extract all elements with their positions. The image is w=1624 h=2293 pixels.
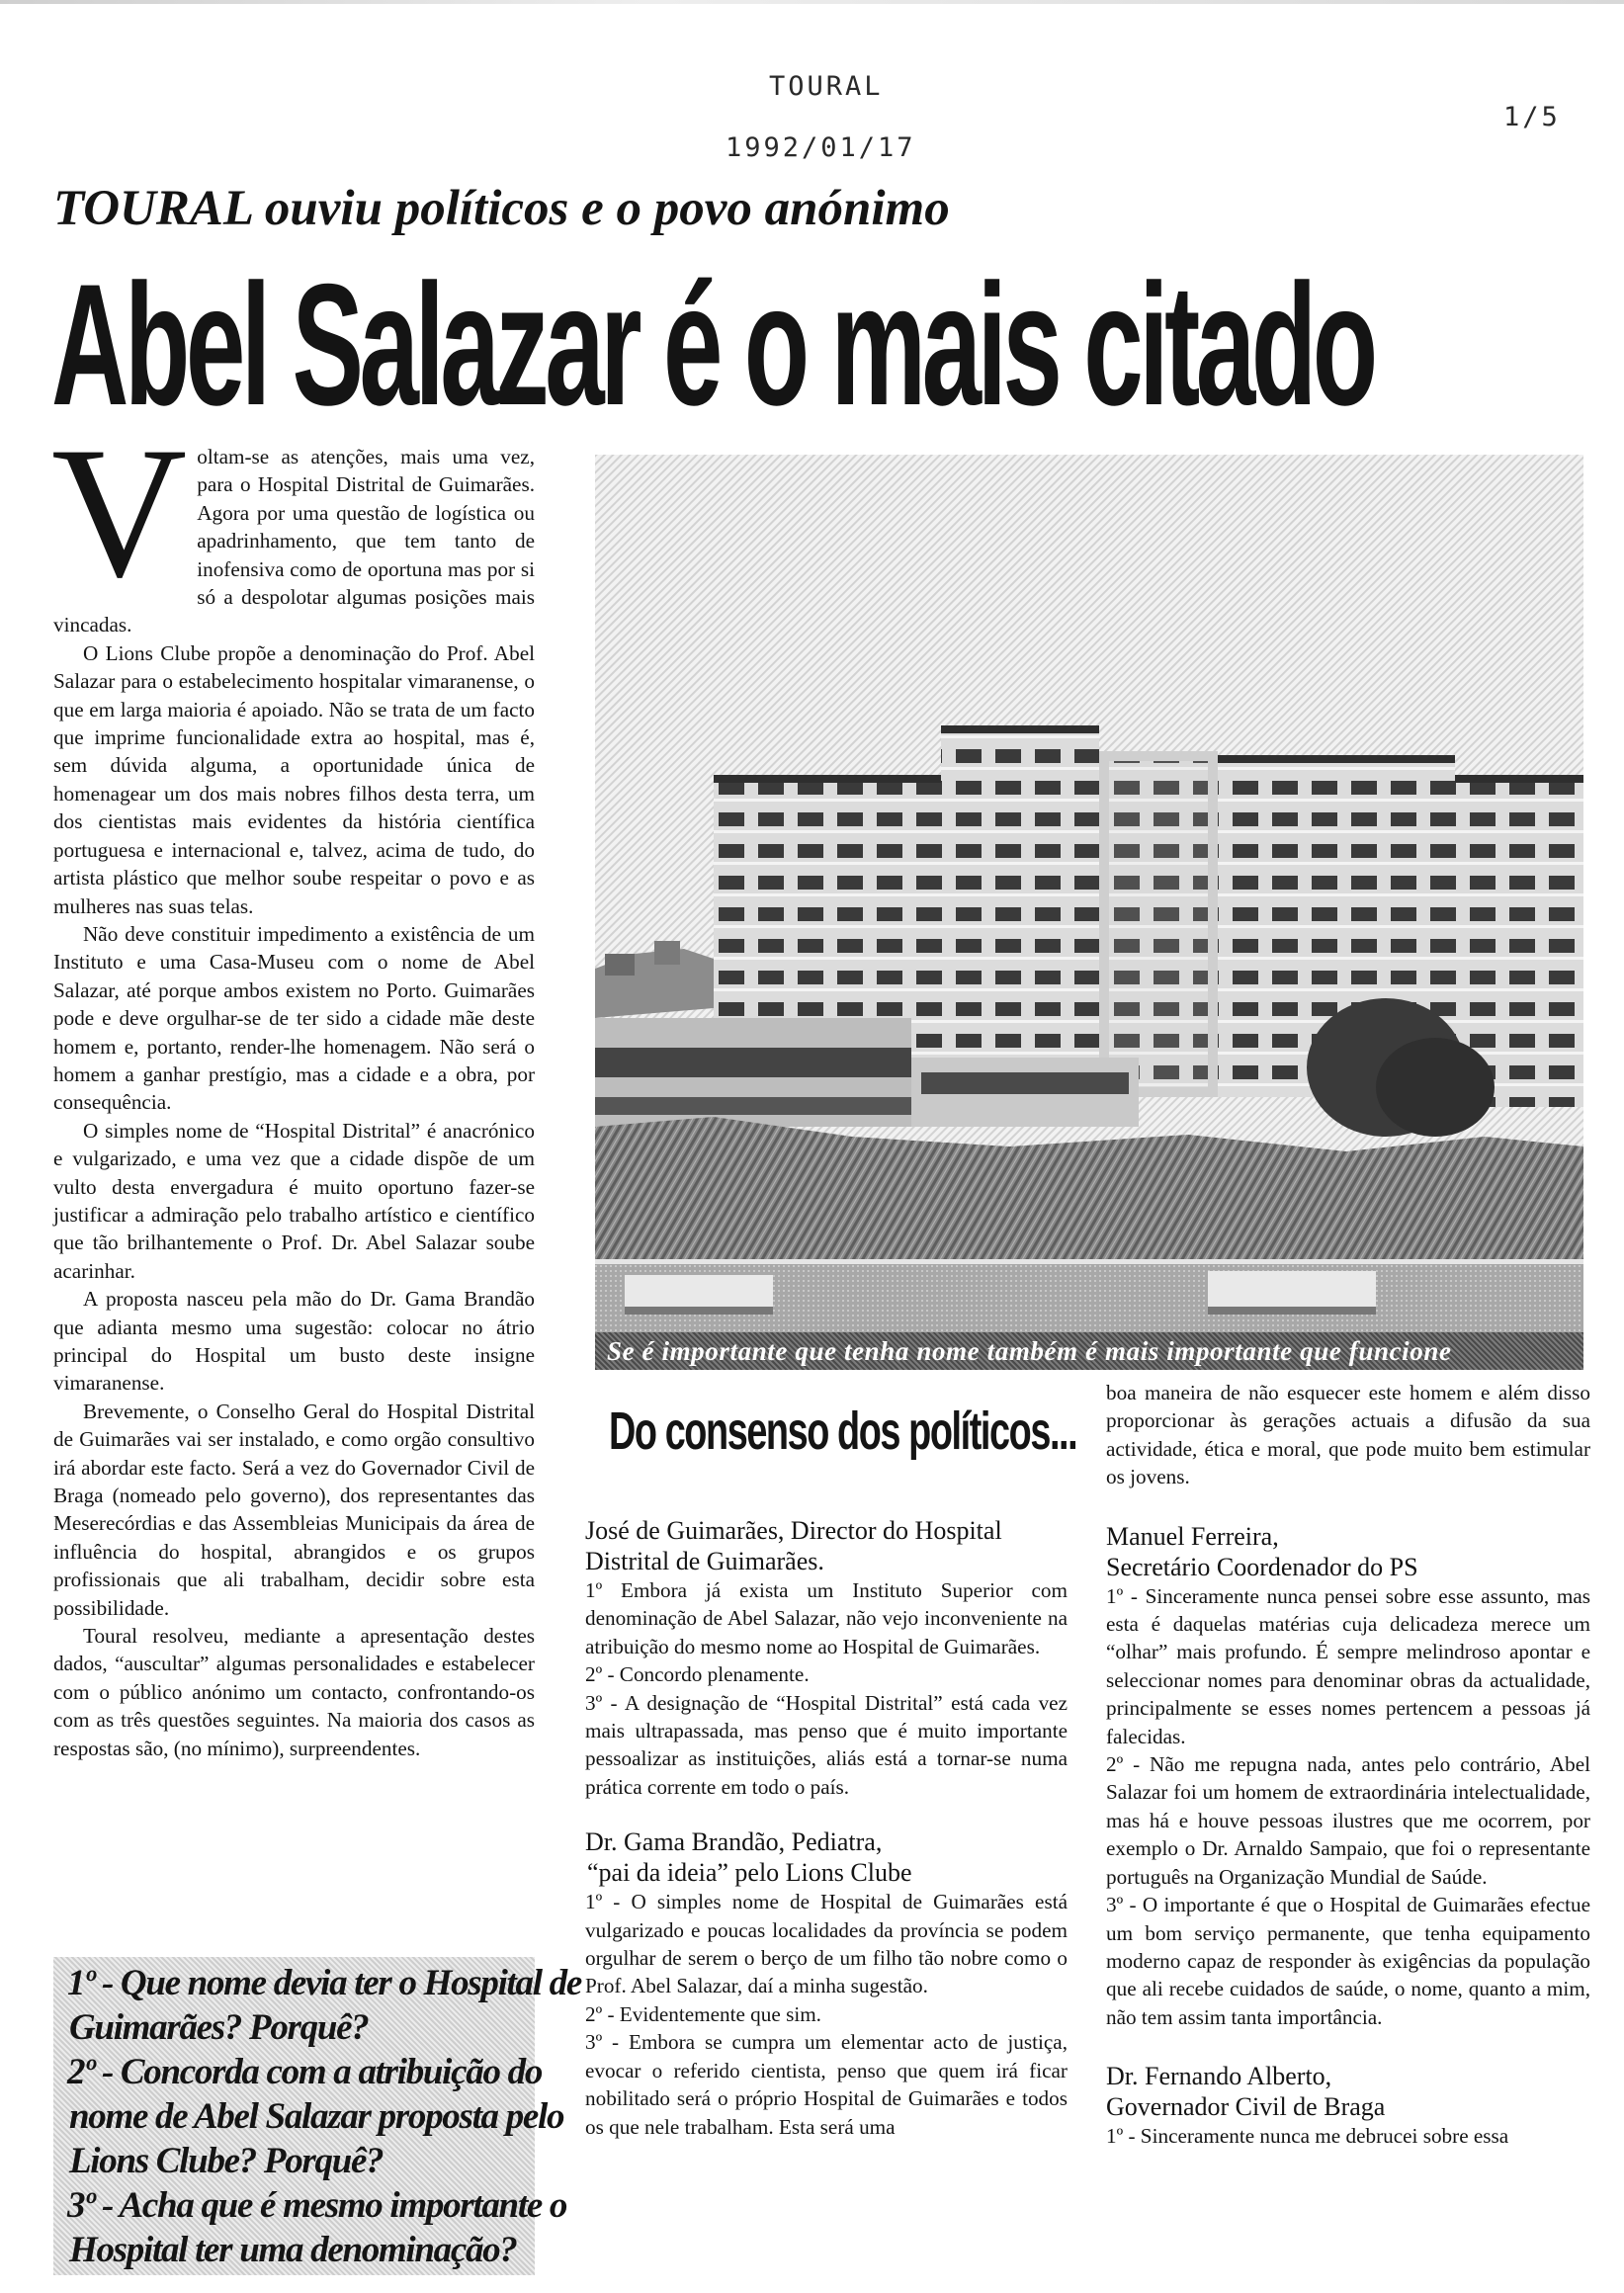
headline: Abel Salazar é o mais citado xyxy=(51,249,1374,442)
page-number: 1/5 xyxy=(1503,102,1561,132)
publication-label: TOURAL xyxy=(769,71,884,102)
intro-paragraph: A proposta nasceu pela mão do Dr. Gama Brandão que adianta mesmo uma sugestão: colocar no átrio principal do Hospital um busto deste insigne vimaranense. xyxy=(53,1287,535,1396)
answer: 3º - Embora se cumpra um elementar acto de justiça, evocar o referido cientista, penso que quem irá ficar nobilitado será o próprio Hospital de Guimarães e todos os que nele trabalham. Esta será uma xyxy=(585,2030,1068,2139)
answer: 2º - Evidentemente que sim. xyxy=(585,2001,821,2026)
answer-continuation: boa maneira de não esquecer este homem e além disso proporcionar às gerações actuais a difusão da sua actividade, ética e moral, que pode muito bem estimular os jovens. xyxy=(1106,1381,1590,1489)
question-line: Guimarães? Porquê? xyxy=(69,2007,369,2048)
intro-paragraph: Não deve constituir impedimento a existência de um Instituto e uma Casa-Museu com o nome de Abel Salazar, até porque ambos existem no Porto. Guimarães pode e deve orgulhar-se de ter sido a cidade mãe deste homem e, portanto, render-lhe homenagem. Não será o homem a ganhar prestígio, mas a cidade e a obra, por consequência. xyxy=(53,921,535,1115)
question-line: 1º - Que nome devia ter o Hospital de xyxy=(67,1963,581,2003)
publication-date: 1992/01/17 xyxy=(726,132,916,163)
answer: 1º - Sinceramente nunca me debrucei sobre essa xyxy=(1106,2124,1509,2149)
kicker: TOURAL ouviu políticos e o povo anónimo xyxy=(53,181,950,236)
interviewee-name: José de Guimarães, Director do Hospital Distrital de Guimarães. xyxy=(585,1516,1002,1575)
intro-paragraph: Brevemente, o Conselho Geral do Hospital Distrital de Guimarães vai ser instalado, e como orgão consultivo irá abordar este facto. Será a vez do Governador Civil de Braga (nomeado pelo governo), dos representantes das Meserecórdias e das Assembleias Municipais da área de influência do hospital, abrangidos e os grupos profissionais que ali trabalham, decidir sobre esta possibilidade. xyxy=(53,1399,535,1620)
interviewee-name: Manuel Ferreira, Secretário Coordenador do PS xyxy=(1106,1521,1418,1581)
answer: 1º Embora já exista um Instituto Superior com denominação de Abel Salazar, não vejo inconveniente na atribuição do mesmo nome ao Hospital de Guimarães. xyxy=(585,1578,1068,1658)
interview-jose-guimaraes xyxy=(585,1515,1068,1801)
interviewee-name: Dr. Gama Brandão, Pediatra, “pai da ideia” pelo Lions Clube xyxy=(585,1827,912,1888)
answer: 1º - O simples nome de Hospital de Guimarães está vulgarizado e poucas localidades da província se podem orgulhar de serem o berço de um filho tão nobre como o Prof. Abel Salazar, daí a minha sugestão. xyxy=(585,1890,1068,1998)
answer: 1º - Sinceramente nunca pensei sobre esse assunto, mas esta é daquelas matérias cuja delicadeza merece um “olhar” mais profundo. É sempre melindroso apontar e seleccionar nomes para denominar obras da actualidade, principalmente se esses nomes pertencem a pessoas já falecidas. xyxy=(1106,1583,1590,1748)
answer: 3º - A designação de “Hospital Distrital” está cada vez mais ultrapassada, mas penso que é muito importante pessoalizar as instituições, aliás está a tornar-se numa prática corrente em todo o país. xyxy=(585,1690,1068,1799)
interviews-right-column xyxy=(1106,1379,1590,2151)
interview-manuel-ferreira xyxy=(1106,1521,1590,2032)
section-title: Do consenso dos políticos... xyxy=(609,1401,1077,1461)
intro-paragraph: O Lions Clube propõe a denominação do Prof. Abel Salazar para o estabelecimento hospitalar vimaranense, o que em larga maioria é apoiado. Não se trata de um facto que imprime funcionalidade extra ao hospital, mas é, sem dúvida alguma, a oportunidade única de homenagear um dos mais nobres filhos desta terra, um dos cientistas mais evidentes da história científica portuguesa e internacional e, talvez, acima de tudo, do artista plástico que melhor soube respeitar o povo e as mulheres nas suas telas. xyxy=(53,640,535,918)
intro-paragraph: Toural resolveu, mediante a apresentação destes dados, “auscultar” algumas personalidades e estabelecer com o público anónimo um contacto, confrontando-os com as três questões seguintes. Na maioria dos casos as respostas são, (no mínimo), surpreendentes. xyxy=(53,1624,535,1760)
intro-paragraph: O simples nome de “Hospital Distrital” é anacrónico e vulgarizado, e uma vez que a cidade dispõe de um vulto desta envergadura é muito oportuno fazer-se justificar a admiração pelo trabalho artístico e científico que tão brilhantemente o Prof. Dr. Abel Salazar soube acarinhar. xyxy=(53,1118,535,1283)
drop-cap: V xyxy=(51,409,188,617)
question-line: 3º - Acha que é mesmo importante o xyxy=(67,2185,567,2226)
intro-article xyxy=(51,409,535,1762)
interview-gama-brandao xyxy=(585,1826,1068,2141)
photo-caption: Se é importante que tenha nome também é mais importante que funcione xyxy=(595,1332,1583,1370)
answer: 3º - O importante é que o Hospital de Guimarães efectue um bom serviço permanente, que tenha equipamento moderno capaz de responder às exigências da população que ali recebe cuidados de saúde, o nome, quanto a mim, não tem assim tanta importância. xyxy=(1106,1893,1590,2029)
interviews-middle-column xyxy=(585,1515,1068,2141)
answer: 2º - Concordo plenamente. xyxy=(585,1662,810,1687)
question-line: Lions Clube? Porquê? xyxy=(69,2141,384,2181)
answer: 2º - Não me repugna nada, antes pelo contrário, Abel Salazar foi um homem de extraordinária intelectualidade, mas há e houve pessoas ilustres que me ocorrem, por exemplo o Dr. Arnaldo Sampaio, que foi o representante português na Organização Mundial de Saúde. xyxy=(1106,1752,1590,1889)
question-line: nome de Abel Salazar proposta pelo xyxy=(69,2096,564,2137)
question-line: 2º - Concorda com a atribuição do xyxy=(67,2052,543,2092)
scan-edge xyxy=(0,0,1624,4)
intro-paragraph: Voltam-se as atenções, mais uma vez, para o Hospital Distrital de Guimarães. Agora por uma questão de logística ou apadrinhamento, que tem tanto de inofensiva como de oportuna mas por si só a despolotar algumas posições mais vincadas. xyxy=(51,409,535,637)
hospital-photo xyxy=(595,455,1583,1332)
questions-box xyxy=(53,1957,581,2275)
interview-fernando-alberto xyxy=(1106,2061,1590,2150)
interviewee-name: Dr. Fernando Alberto, Governador Civil de Braga xyxy=(1106,2062,1386,2122)
question-line: Hospital ter uma denominação? xyxy=(69,2230,517,2270)
